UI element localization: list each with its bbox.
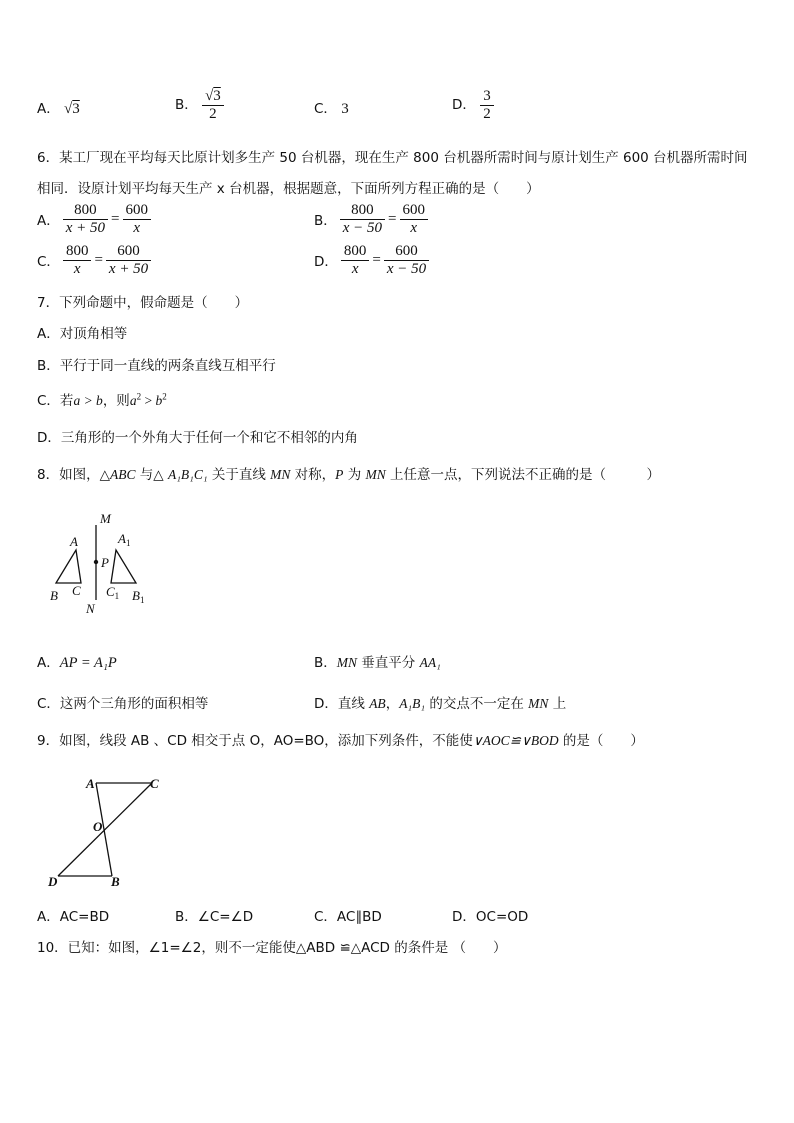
q6-option-d: D． $\frac{800}{x}$ = $\frac{600}{x - 50}$: [314, 243, 429, 277]
label-p: P: [101, 555, 109, 570]
q6-stem-line2: 相同．设原计划平均每天生产 x 台机器，根据题意，下面所列方程正确的是（ ）: [37, 181, 540, 197]
label-a: A: [70, 534, 78, 549]
q8-option-b: B．MN 垂直平分 AA₁: [314, 655, 441, 671]
q8-figure: [40, 505, 170, 620]
q9-option-a: A．AC=BD: [37, 909, 110, 925]
label-b1: $B_1$: [132, 588, 145, 605]
segment-cd: [58, 783, 152, 876]
fraction: $\frac{800}{x}$: [63, 243, 92, 277]
sqrt-symbol: √3: [64, 101, 80, 117]
q6-option-a: A． $\frac{800}{x + 50}$ = $\frac{600}{x}$: [37, 202, 151, 236]
label-o: O: [93, 819, 103, 834]
label-m: M: [100, 511, 111, 526]
q7-option-a: A．对顶角相等: [37, 326, 128, 342]
q9-figure: [40, 770, 170, 890]
q9-stem: 9．如图，线段 AB 、CD 相交于点 O，AO=BO，添加下列条件，不能使∨AOC≌∨BOD 的是（ ）: [37, 733, 644, 749]
q9-option-b: B．∠C=∠D: [175, 909, 254, 925]
q10-stem: 10．已知：如图，∠1=∠2，则不一定能使△ABD ≌△ACD 的条件是 （ ）: [37, 940, 507, 956]
label-c: C: [72, 583, 81, 598]
label-c: C: [150, 776, 159, 791]
q5-option-b: B． $\frac{√3}{2}$: [175, 88, 224, 122]
q6-option-c: C． $\frac{800}{x}$ = $\frac{600}{x + 50}$: [37, 243, 151, 277]
q5-option-a: A． √3: [37, 101, 80, 117]
fraction: $\frac{600}{x + 50}$: [106, 243, 151, 277]
q7-option-b: B．平行于同一直线的两条直线互相平行: [37, 358, 276, 374]
fraction: $\frac{600}{x}$: [400, 202, 429, 236]
label-c1: $C_1$: [106, 584, 120, 601]
label-b: B: [111, 874, 120, 889]
q8-option-a: A．AP = A₁P: [37, 655, 117, 671]
fraction: $\frac{3}{2}$: [480, 88, 494, 122]
q5-option-d: D． $\frac{3}{2}$: [452, 88, 494, 122]
q7-option-c: C．若a > b，则$a^2 > b^2$: [37, 391, 167, 409]
label-b: B: [50, 588, 58, 603]
fraction: $\frac{600}{x - 50}$: [384, 243, 429, 277]
fraction: $\frac{800}{x + 50}$: [63, 202, 108, 236]
q8-option-d: D．直线 AB，A₁B₁ 的交点不一定在 MN 上: [314, 696, 567, 712]
q9-option-d: D．OC=OD: [452, 909, 529, 925]
q7-option-d: D．三角形的一个外角大于任何一个和它不相邻的内角: [37, 430, 358, 446]
fraction: $\frac{800}{x}$: [341, 243, 370, 277]
q8-option-c: C．这两个三角形的面积相等: [37, 696, 209, 712]
q8-stem: 8．如图，△ABC 与△ A₁B₁C₁ 关于直线 MN 对称，P 为 MN 上任意一点，下列说法不正确的是（ ）: [37, 467, 661, 483]
q6-option-b: B． $\frac{800}{x - 50}$ = $\frac{600}{x}$: [314, 202, 428, 236]
label-a1: $A_1$: [118, 531, 131, 548]
point-p: [94, 560, 98, 564]
q7-stem: 7．下列命题中，假命题是（ ）: [37, 295, 249, 311]
fraction: $\frac{600}{x}$: [123, 202, 152, 236]
label-a: A: [86, 776, 95, 791]
fraction: $\frac{800}{x - 50}$: [340, 202, 385, 236]
q5-option-c: C． 3: [314, 101, 349, 117]
triangle-abc: [56, 550, 81, 583]
label-n: N: [86, 601, 95, 616]
q6-stem-line1: 6．某工厂现在平均每天比原计划多生产 50 台机器，现在生产 800 台机器所需时间与原计划生产 600 台机器所需时间: [37, 150, 748, 166]
triangle-a1b1c1: [111, 550, 136, 583]
label-d: D: [48, 874, 58, 889]
q9-option-c: C．AC∥BD: [314, 909, 382, 925]
fraction: $\frac{√3}{2}$: [202, 88, 224, 122]
